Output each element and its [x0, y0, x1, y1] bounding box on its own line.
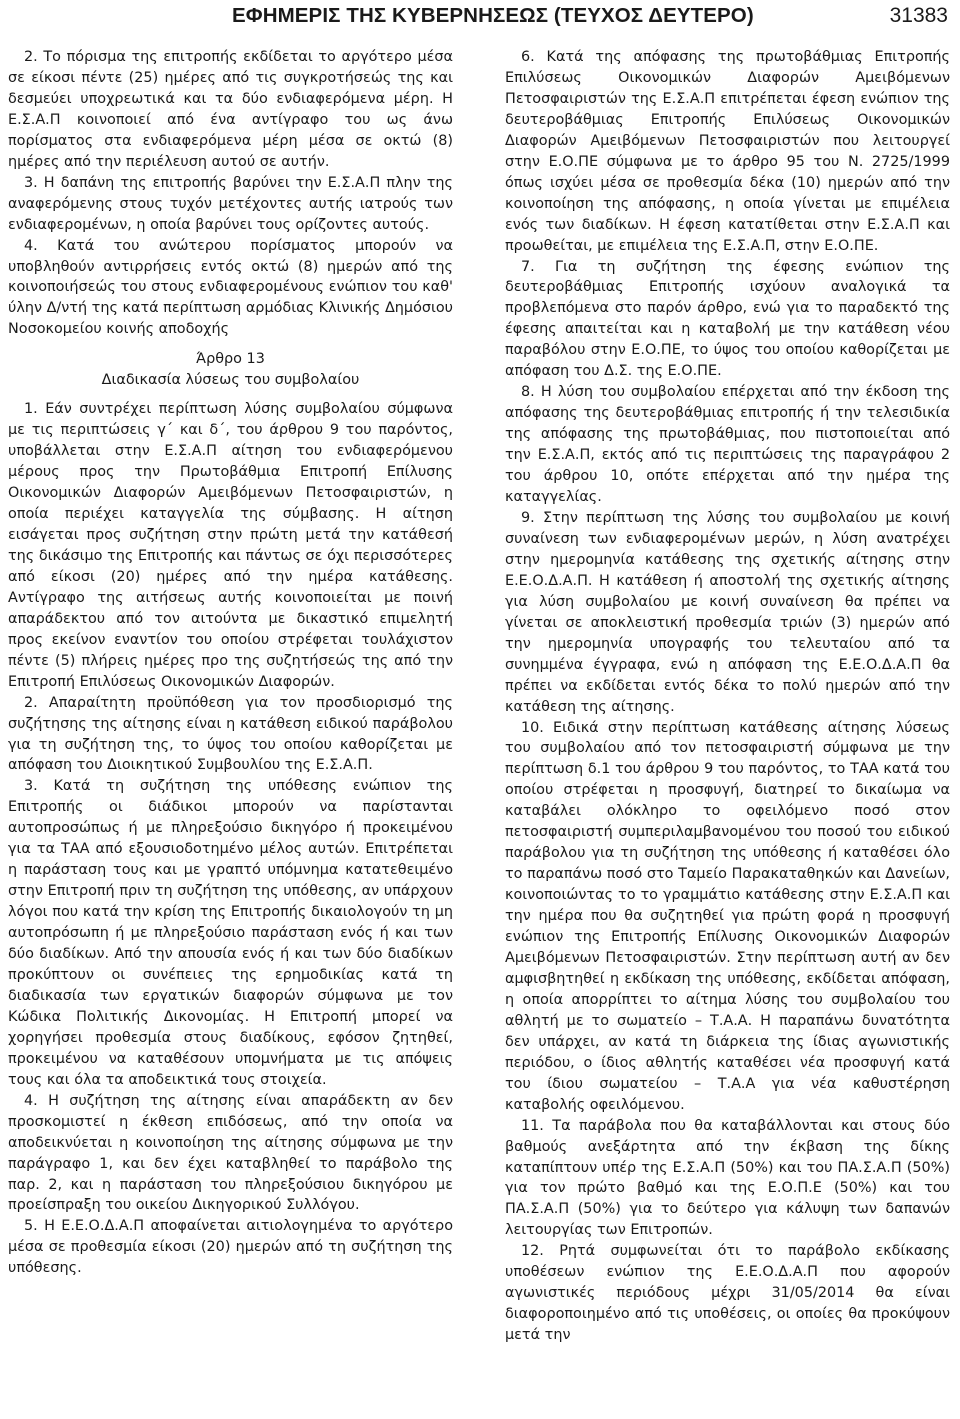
article-title: Άρθρο 13 [196, 351, 265, 368]
paragraph: 3. Κατά τη συζήτηση της υπόθεσης ενώπιον της Επιτροπής οι διάδικοι μπορούν να παρίστανται αυτοπροσώπως ή με πληρεξούσιο δικηγόρο ή προκειμένου για τα ΤΑΑ από εξουσιοδοτημένο μέλος αυτών. Επιτρέπεται η παράσταση τους και με γραπτό υπόμνημα κατατεθειμένο στην Επιτροπή πριν τη συζήτηση της υπόθεσης, αν υπάρχουν λόγοι που κατά την κρίση της Επιτροπής δικαιολογούν τη μη αυτοπρόσωπη ή με πληρεξούσιο παράσταση ενός ή και των δύο διαδίκων. Από την απουσία ενός ή και των δύο διαδίκων προκύπτουν οι συνέπειες της ερημοδικίας κατά τη διαδικασία των εργατικών διαφορών σύμφωνα με τον Κώδικα Πολιτικής Δικονομίας. Η Επιτροπή μπορεί να χορηγήσει προθεσμία στους διαδίκους, εφόσον ζητηθεί, προκειμένου να καταθέσουν υπομνήματα με τις απόψεις τους και όλα τα αποδεικτικά τους στοιχεία. [8, 778, 453, 1088]
page-number: 31383 [889, 4, 948, 27]
paragraph: 4. Η συζήτηση της αίτησης είναι απαράδεκτη αν δεν προσκομιστεί η έκθεση επιδόσεως, από την οποία να αποδεικνύεται η κοινοποίηση της αίτησης σύμφωνα με την παράγραφο 1, και δεν έχει καταβληθεί το παράβολο της παρ. 2, και η παράσταση του πληρεξούσιου δικηγόρου με προείσπραξη του οικείου Δικηγορικού Συλλόγου. [8, 1092, 453, 1214]
paragraph: 7. Για τη συζήτηση της έφεσης ενώπιον της δευτεροβάθμιας Επιτροπής ισχύουν αναλογικά τα προβλεπόμενα στο παρόν άρθρο, ενώ για το παραδεκτό της έφεσης απαιτείται και η καταβολή με την κατάθεση νέου παραβόλου στην Ε.Ο.ΠΕ, το ύψος του οποίου καθορίζεται με απόφαση του Δ.Σ. της Ε.Ο.ΠΕ. [505, 258, 950, 380]
paragraph: 6. Κατά της απόφασης της πρωτοβάθμιας Επιτροπής Επιλύσεως Οικονομικών Διαφορών Αμειβόμενων Πετοσφαιριστών της Ε.Σ.Α.Π επιτρέπεται έφεση ενώπιον της δευτεροβάθμιας Επιτροπής Επιλύσεως Οικονομικών Διαφορών Αμειβόμενων Πετοσφαιριστών που λειτουργεί στην Ε.Ο.ΠΕ σύμφωνα με το άρθρο 95 του Ν. 2725/1999 όπως ισχύει μέσα σε προθεσμία δέκα (10) ημερών από την κοινοποίηση της απόφασης, η οποία γίνεται με επιμέλεια ενός των διαδίκων. Η έφεση κατατίθεται στην Ε.Σ.Α.Π και προωθείται, με επιμέλεια της Ε.Σ.Α.Π, στην Ε.Ο.ΠΕ. [505, 49, 950, 254]
left-column [8, 47, 453, 1279]
paragraph: 10. Ειδικά στην περίπτωση κατάθεσης αίτησης λύσεως του συμβολαίου από τον πετοσφαιριστή σύμφωνα με την περίπτωση δ.1 του άρθρου 9 του παρόντος, το ΤΑΑ κατά του οποίου στρέφεται η προσφυγή, διατηρεί το δικαίωμα να καταβάλει ολόκληρο το οφειλόμενο ποσό στον πετοσφαιριστή συμπεριλαμβανομένου του ποσού του ειδικού παράβολου για τη συζήτηση της υπόθεσης ή καταθέσει όλο το παραπάνω ποσό στο Ταμείο Παρακαταθηκών και Δανείων, κοινοποιώντας το το γραμμάτιο κατάθεσης στην Ε.Σ.Α.Π και την ημέρα που θα συζητηθεί για πρώτη φορά η προσφυγή ενώπιον της Επιτροπής Επίλυσης Οικονομικών Διαφορών Αμειβόμενων Πετοσφαιριστών. Στην περίπτωση αυτή αν δεν αμφισβητηθεί η εκδίκαση της υπόθεσης, εκδίδεται απόφαση, η οποία απορρίπτει το αίτημα λύσης του συμβολαίου του αθλητή με το σωματείο – Τ.Α.Α. Η παραπάνω δυνατότητα δεν υπάρχει, αν κατά τη διάρκεια της ίδιας αγωνιστικής περιόδου, ο ίδιος αθλητής καταθέσει νέα προσφυγή κατά του ίδιου σωματείου – Τ.Α.Α για νέα καθυστέρηση καταβολής οφειλόμενου. [505, 719, 950, 1113]
page-header [0, 0, 960, 40]
paragraph: 12. Ρητά συμφωνείται ότι το παράβολο εκδίκασης υποθέσεων ενώπιον της Ε.Ε.Ο.Δ.Α.Π που αφορούν αγωνιστικές περιόδους μέχρι 31/05/2014 θα είναι διαφοροποιημένο από τις υποθέσεις, οι οποίες θα προκύψουν μετά την [505, 1243, 950, 1344]
paragraph: 5. Η Ε.Ε.Ο.Δ.Α.Π αποφαίνεται αιτιολογημένα το αργότερο μέσα σε προθεσμία είκοσι (20) ημερών από τη συζήτηση της υπόθεσης. [8, 1218, 453, 1277]
paragraph: 9. Στην περίπτωση της λύσης του συμβολαίου με κοινή συναίνεση των ενδιαφερομένων μερών, η λύση ανατρέχει στην ημερομηνία κατάθεσης της σχετικής αίτησης στην Ε.Ε.Ο.Δ.Α.Π. Η κατάθεση ή αποστολή της σχετικής αίτησης για λύση συμβολαίου με κοινή συναίνεση θα πρέπει να γίνεται σε αποκλειστική προθεσμία τριών (3) ημερών από την ημερομηνία υπογραφής του τελευταίου από τα συνημμένα έγγραφα, ενώ η απόφαση της Ε.Ε.Ο.Δ.Α.Π θα πρέπει να εκδίδεται εντός δέκα το πολύ ημερών από την κατάθεση της αίτησης. [505, 509, 950, 715]
article-subtitle: Διαδικασία λύσεως του συμβολαίου [101, 372, 360, 389]
paragraph: 2. Απαραίτητη προϋπόθεση για τον προσδιορισμό της συζήτησης της αίτησης είναι η κατάθεση ειδικού παράβολου για τη συζήτηση της, το ύψος του οποίου καθορίζεται με απόφαση του Διοικητικού Συμβουλίου της Ε.Σ.Α.Π. [8, 694, 453, 774]
paragraph: 11. Τα παράβολα που θα καταβάλλονται και στους δύο βαθμούς ανεξάρτητα από την έκβαση της δίκης καταπίπτουν υπέρ της Ε.Σ.Α.Π (50%) και του ΠΑ.Σ.Α.Π (50%) για τον πρώτο βαθμό και της Ε.Ο.Π.Ε (50%) και του ΠΑ.Σ.Α.Π (50%) για το δεύτερο για κάλυψη των δαπανών λειτουργίας των Επιτροπών. [505, 1117, 950, 1239]
paragraph: 1. Εάν συντρέχει περίπτωση λύσης συμβολαίου σύμφωνα με τις περιπτώσεις γ΄ και δ΄, του άρθρου 9 του παρόντος, υποβάλλεται στην Ε.Σ.Α.Π αίτηση του ενδιαφερόμενου μέρους προς την Πρωτοβάθμια Επιτροπή Επίλυσης Οικονομικών Διαφορών Αμειβόμενων Πετοσφαιριστών, η οποία περιέχει καταγγελία της σύμβασης. Η αίτηση εισάγεται προς συζήτηση στην πρώτη μετά την κατάθεσή της δικάσιμο της Επιτροπής και πάντως σε όχι περισσότερες από είκοσι (20) ημέρες από την ημέρα κατάθεσης. Αντίγραφο της αιτήσεως αυτής κοινοποιείται με ποινή απαράδεκτου από τον αιτούντα με δικαστικό επιμελητή προς εκείνον εναντίον του οποίου στρέφεται τουλάχιστον πέντε (5) πλήρεις ημέρες προ της συζητήσεώς της από την Επιτροπή Επιλύσεως Οικονομικών Διαφορών. [8, 401, 453, 690]
paragraph: 2. Το πόρισμα της επιτροπής εκδίδεται το αργότερο μέσα σε είκοσι πέντε (25) ημέρες από τις συγκροτήσεώς της και δεσμεύει υποχρεωτικά και τα δύο ενδιαφερόμενα μέρη. Η Ε.Σ.Α.Π κοινοποιεί από ένα αντίγραφο του ως άνω πορίσματος στα ενδιαφερόμενα μέρη μέσα σε οκτώ (8) ημέρες από την περιέλευση αυτού σε αυτήν. [8, 49, 453, 170]
paragraph: 8. Η λύση του συμβολαίου επέρχεται από την έκδοση της απόφασης της δευτεροβάθμιας επιτροπής ή την τελεσιδικία της απόφασης της πρωτοβάθμιας, που πιστοποιείται από την Ε.Σ.Α.Π, εκτός από τις περιπτώσεις της παραγράφου 2 του άρθρου 10, οπότε επέρχεται από την ημέρα της καταγγελίας. [505, 384, 950, 506]
paragraph: 3. Η δαπάνη της επιτροπής βαρύνει την Ε.Σ.Α.Π πλην της αναφερόμενης στους τυχόν μετέχοντες αυτής ιατρούς των ενδιαφερομένων, η οποία βαρύνει τους ορίζοντες αυτούς. [8, 174, 453, 233]
right-column [505, 47, 950, 1346]
gazette-title: ΕΦΗΜΕΡΙΣ ΤΗΣ ΚΥΒΕΡΝΗΣΕΩΣ (ΤΕΥΧΟΣ ΔΕΥΤΕΡΟ) [232, 4, 754, 27]
paragraph: 4. Κατά του ανώτερου πορίσματος μπορούν να υποβληθούν αντιρρήσεις εντός οκτώ (8) ημερών από της κοινοποιήσεώς του στους ενδιαφερομένους ενώπιον του καθ' ύλην Δ/ντή της κατά περίπτωση αρμόδιας Κλινικής Δημόσιου Νοσοκομείου κοινής αποδοχής [8, 237, 453, 338]
